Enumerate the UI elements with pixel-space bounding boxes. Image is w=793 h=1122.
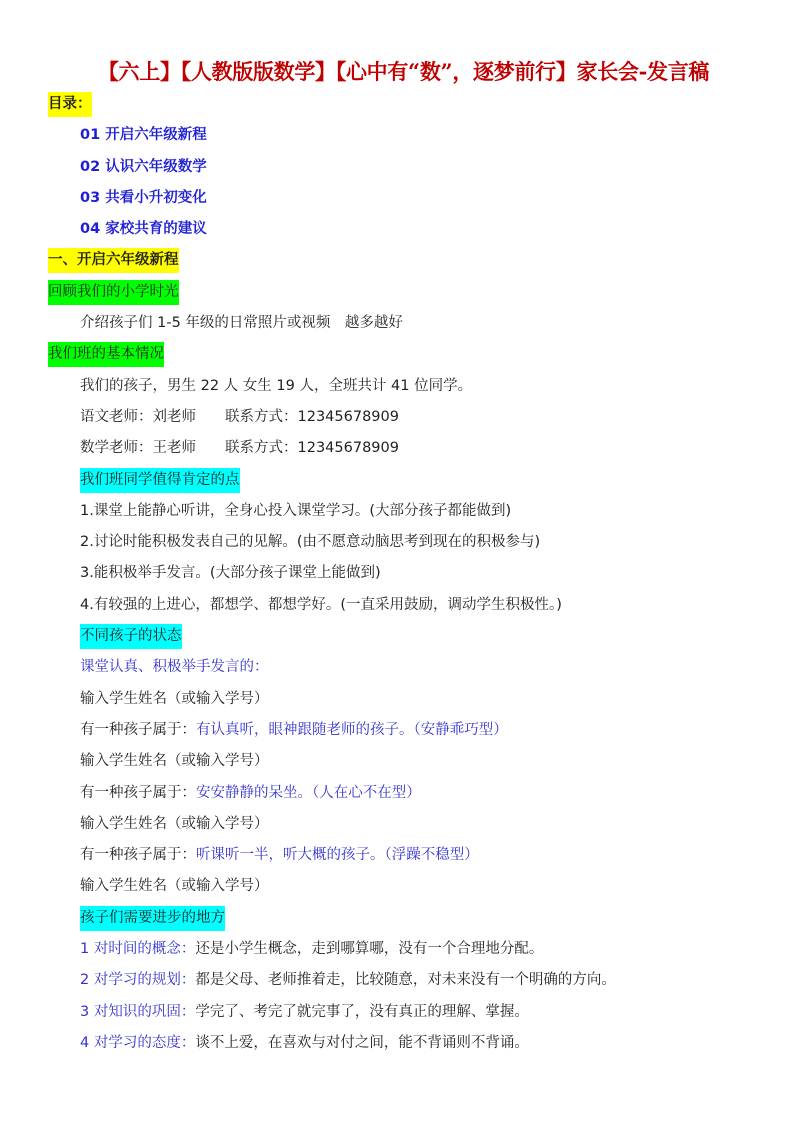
subheading-praise: 我们班同学值得肯定的点 xyxy=(80,468,240,493)
placeholder-line: 输入学生姓名（或输入学号） xyxy=(80,753,269,770)
improve-value: 学完了、考完了就完事了，没有真正的理解、掌握。 xyxy=(195,1003,529,1020)
improve-key: 4 对学习的态度： xyxy=(80,1034,196,1051)
placeholder-line: 输入学生姓名（或输入学号） xyxy=(80,690,269,707)
improve-key: 1 对时间的概念： xyxy=(80,941,196,958)
improve-value: 谈不上爱，在喜欢与对付之间，能不背诵则不背诵。 xyxy=(195,1034,529,1051)
type-text: 听课听一半，听大概的孩子。（浮躁不稳型） xyxy=(196,847,479,864)
toc-item: 04 家校共育的建议 xyxy=(80,221,207,238)
type-prefix: 有一种孩子属于： xyxy=(80,847,196,864)
list-item: 4.有较强的上进心，都想学、都想学好。(一直采用鼓励，调动学生积极性。) xyxy=(80,596,562,613)
toc-item: 01 开启六年级新程 xyxy=(80,127,207,144)
paragraph: 介绍孩子们 1-5 年级的日常照片或视频 越多越好 xyxy=(80,315,403,332)
paragraph: 我们的孩子，男生 22 人 女生 19 人，全班共计 41 位同学。 xyxy=(80,377,473,394)
type-prefix: 有一种孩子属于： xyxy=(80,721,196,738)
subheading-improve: 孩子们需要进步的地方 xyxy=(80,906,225,931)
placeholder-line: 输入学生姓名（或输入学号） xyxy=(80,815,269,832)
toc-item: 02 认识六年级数学 xyxy=(80,158,207,175)
subheading-states: 不同孩子的状态 xyxy=(80,624,182,649)
document-title: 【六上】【人教版版数学】【心中有“数”，逐梦前行】家长会-发言稿 xyxy=(97,59,710,84)
paragraph: 数学老师：王老师 联系方式：12345678909 xyxy=(80,440,399,457)
paragraph: 语文老师：刘老师 联系方式：12345678909 xyxy=(80,408,399,425)
placeholder-line: 输入学生姓名（或输入学号） xyxy=(80,878,269,895)
improve-value: 都是父母、老师推着走，比较随意，对未来没有一个明确的方向。 xyxy=(195,972,616,989)
type-text: 有认真听，眼神跟随老师的孩子。（安静乖巧型） xyxy=(196,721,508,738)
improve-key: 2 对学习的规划： xyxy=(80,972,196,989)
toc-item: 03 共看小升初变化 xyxy=(80,189,207,206)
list-item: 2.讨论时能积极发表自己的见解。(由不愿意动脑思考到现在的积极参与) xyxy=(80,534,541,551)
type-prefix: 有一种孩子属于： xyxy=(80,784,196,801)
improve-value: 还是小学生概念，走到哪算哪，没有一个合理地分配。 xyxy=(195,941,544,958)
subheading-review: 回顾我们的小学时光 xyxy=(48,280,179,305)
list-item: 1.课堂上能静心听讲，全身心投入课堂学习。(大部分孩子都能做到) xyxy=(80,502,512,519)
paragraph: 课堂认真、积极举手发言的： xyxy=(80,659,269,676)
improve-key: 3 对知识的巩固： xyxy=(80,1003,196,1020)
subheading-basic: 我们班的基本情况 xyxy=(48,342,164,367)
section-heading: 一、开启六年级新程 xyxy=(48,248,179,273)
type-text: 安安静静的呆坐。（人在心不在型） xyxy=(196,784,421,801)
list-item: 3.能积极举手发言。(大部分孩子课堂上能做到) xyxy=(80,565,381,582)
toc-heading: 目录： xyxy=(48,92,92,117)
